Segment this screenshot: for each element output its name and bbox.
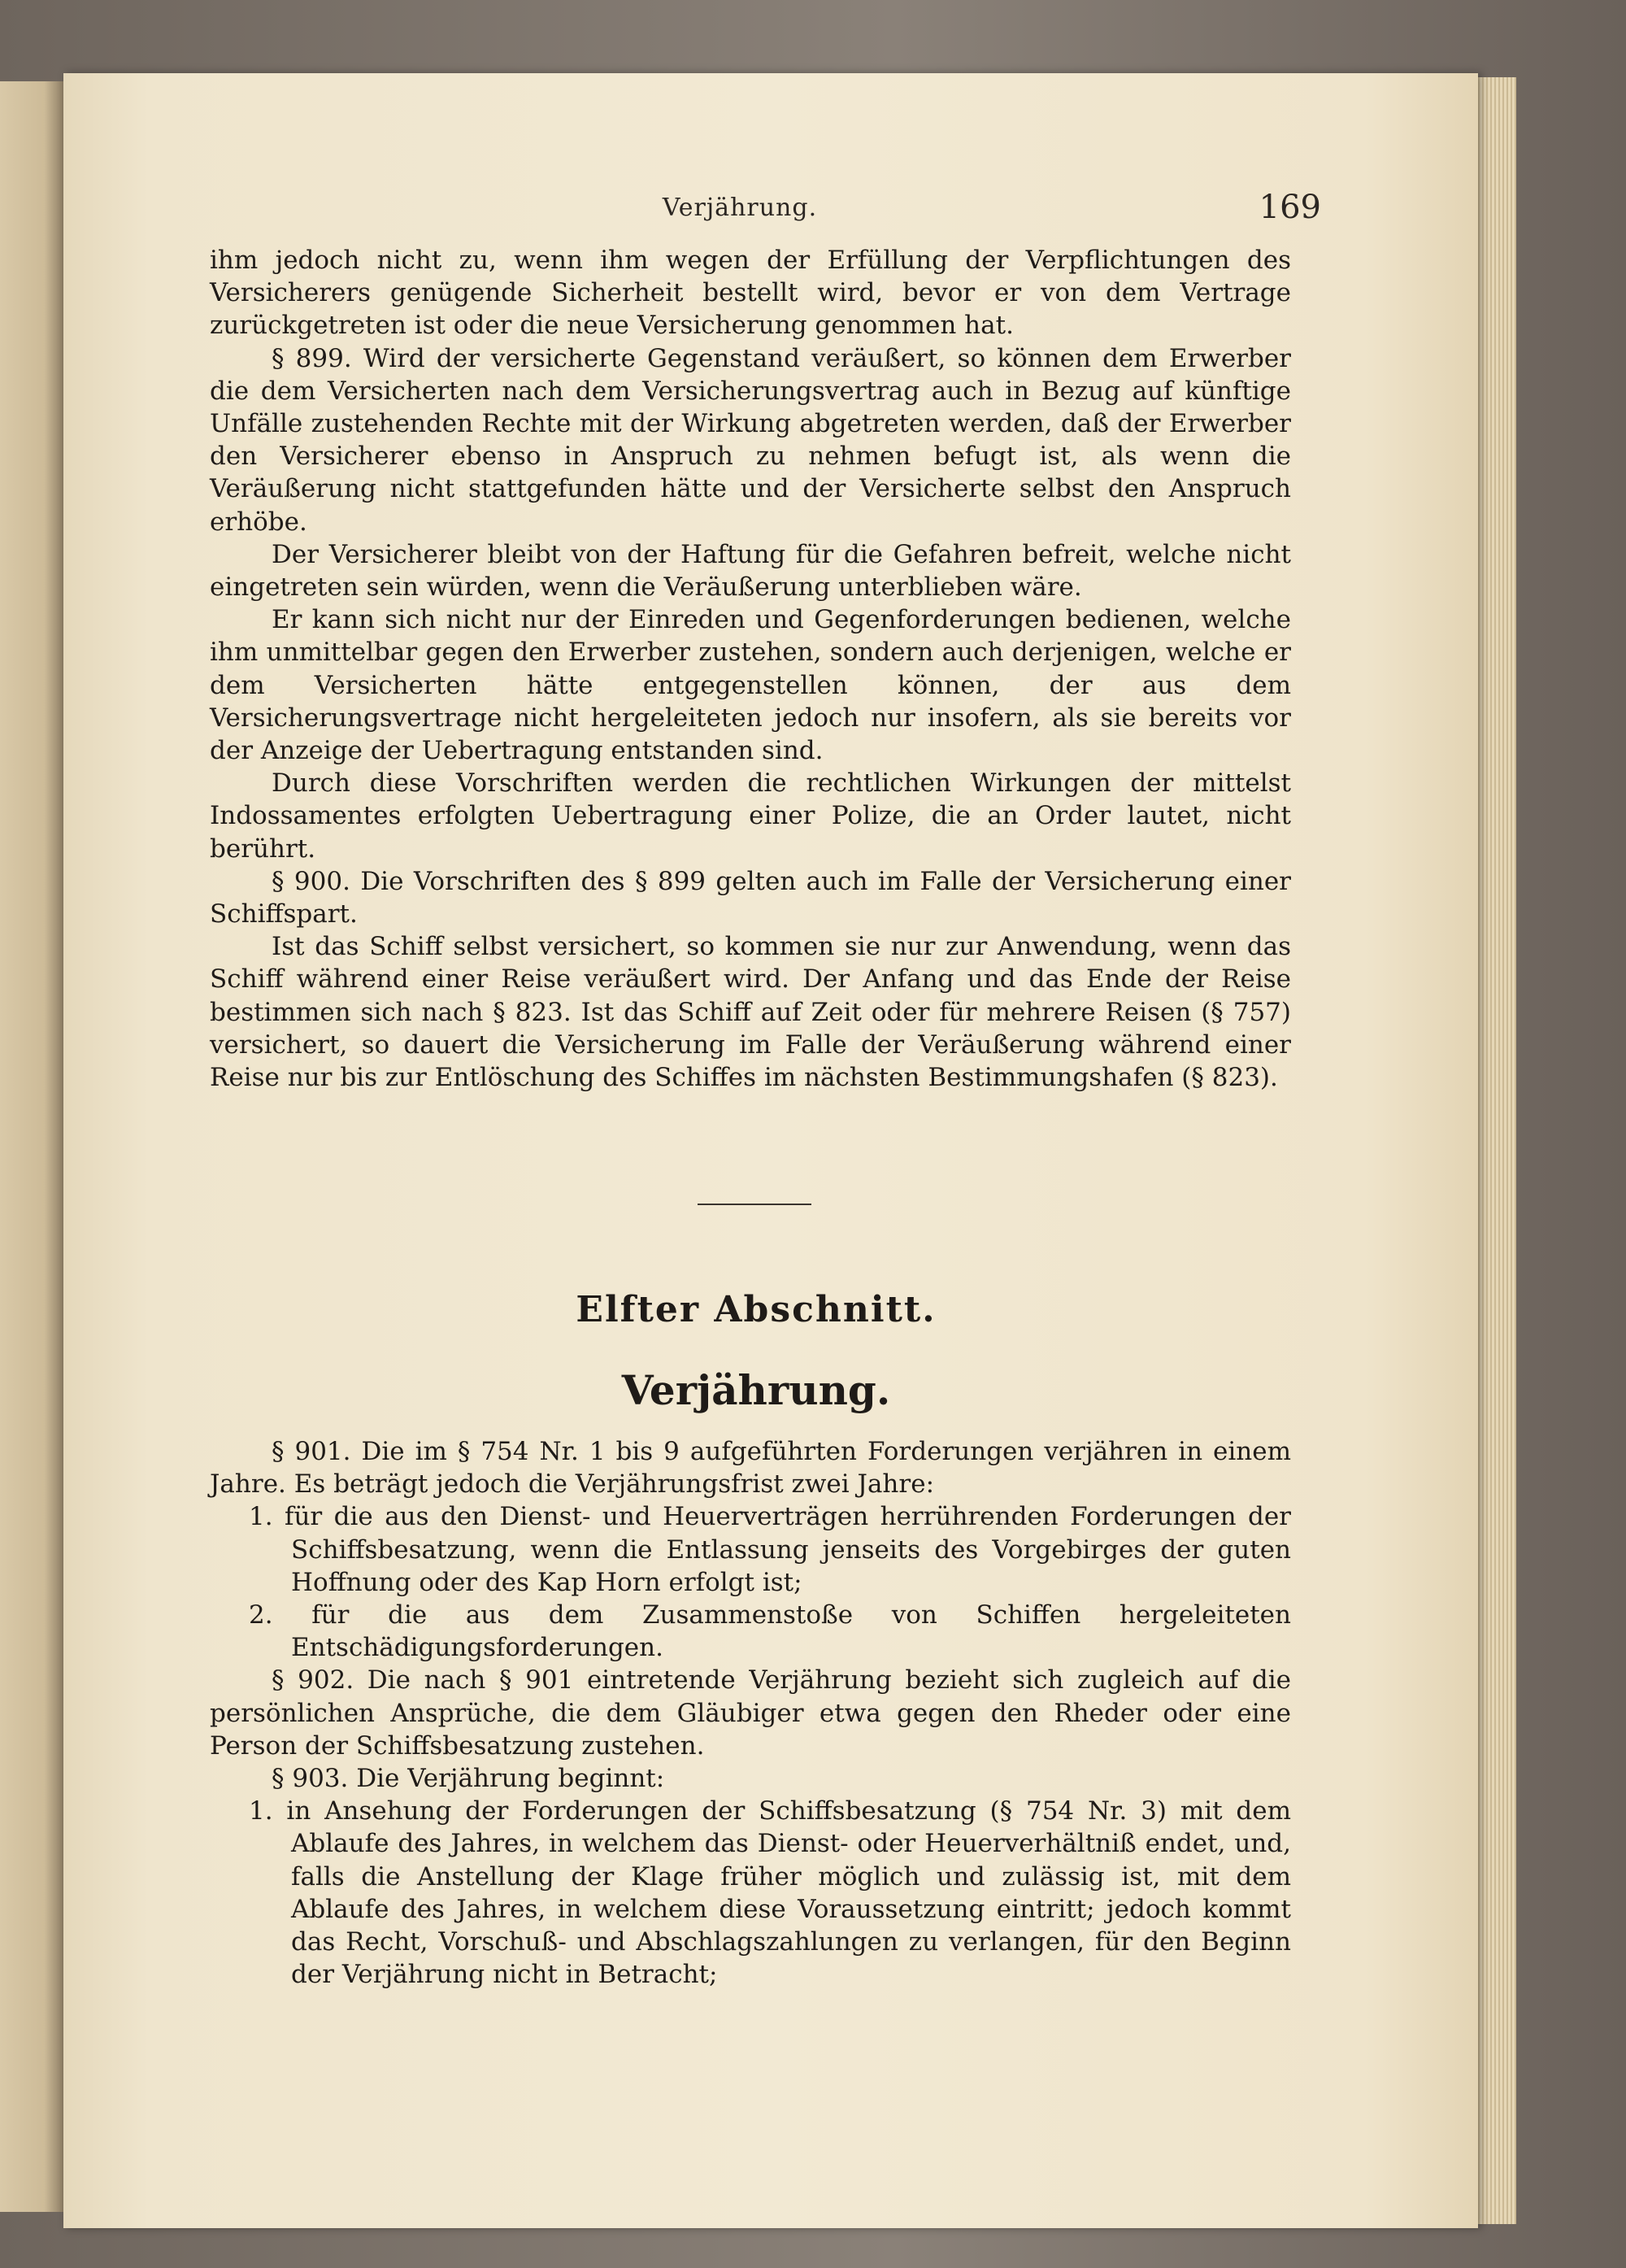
- paragraph: Er kann sich nicht nur der Einreden und Gegenforderungen bedienen, welche ihm unmittelbar gegen den Erwerber zustehen, sondern auch derjenigen, welche er dem Versicherten hätte entgegenstellen können, der aus dem Versicherungsvertrage nicht hergeleiteten jedoch nur insofern, als sie bereits vor der Anzeige der Uebertragung entstanden sind.: [210, 605, 1291, 766]
- chapter-title: Verjährung.: [621, 1366, 891, 1414]
- body-text-upper: [210, 244, 1291, 1094]
- paragraph-902: § 902. Die nach § 901 eintretende Verjährung bezieht sich zugleich auf die persönlichen Ansprüche, die dem Gläubiger etwa gegen den Rheder oder eine Person der Schiffsbesatzung zustehen.: [210, 1665, 1291, 1761]
- left-page-edge: [0, 81, 63, 2212]
- paragraph-899: § 899. Wird der versicherte Gegenstand veräußert, so können dem Erwerber die dem Versicherten nach dem Versicherungsvertrag auch in Bezug auf künftige Unfälle zustehenden Rechte mit der Wirkung abgetreten werden, daß der Erwerber den Versicherer ebenso in Anspruch zu nehmen befugt ist, als wenn die Veräußerung nicht stattgefunden hätte und der Versicherte selbst den Anspruch erhöbe.: [210, 343, 1291, 537]
- section-heading: Elfter Abschnitt.: [576, 1289, 937, 1330]
- paragraph: ihm jedoch nicht zu, wenn ihm wegen der Erfüllung der Verpflichtungen des Versicherers genügende Sicherheit bestellt wird, bevor er von dem Vertrage zurückgetreten ist oder die neue Versicherung genommen hat.: [210, 246, 1291, 341]
- list-item: 2. für die aus dem Zusammenstoße von Schiffen hergeleiteten Entschädigungsforderungen.: [249, 1600, 1291, 1663]
- paragraph: Ist das Schiff selbst versichert, so kommen sie nur zur Anwendung, wenn das Schiff während einer Reise veräußert wird. Der Anfang und das Ende der Reise bestimmen sich nach § 823. Ist das Schiff auf Zeit oder für mehrere Reisen (§ 757) versichert, so dauert die Versicherung im Falle der Veräußerung während einer Reise nur bis zur Entlöschung des Schiffes im nächsten Bestimmungshafen (§ 823).: [210, 932, 1291, 1093]
- paragraph: Der Versicherer bleibt von der Haftung für die Gefahren befreit, welche nicht eingetreten sein würden, wenn die Veräußerung unterblieben wäre.: [210, 539, 1291, 603]
- paragraph-901: § 901. Die im § 754 Nr. 1 bis 9 aufgeführten Forderungen verjähren in einem Jahre. Es beträgt jedoch die Verjährungsfrist zwei Jahre:: [210, 1437, 1291, 1500]
- page-number: 169: [1259, 189, 1321, 226]
- body-text-lower: [210, 1435, 1291, 1991]
- paragraph-900: § 900. Die Vorschriften des § 899 gelten auch im Falle der Versicherung einer Schiffspart.: [210, 866, 1291, 929]
- section-divider: [698, 1204, 811, 1205]
- paragraph-903: § 903. Die Verjährung beginnt:: [272, 1764, 665, 1794]
- paragraph: Durch diese Vorschriften werden die rechtlichen Wirkungen der mittelst Indossamentes erfolgten Uebertragung einer Polize, die an Order lautet, nicht berührt.: [210, 768, 1291, 864]
- running-title: Verjährung.: [662, 194, 818, 222]
- list-item: 1. in Ansehung der Forderungen der Schiffsbesatzung (§ 754 Nr. 3) mit dem Ablaufe des Jahres, in welchem das Dienst- oder Heuerverhältniß endet, und, falls die Anstellung der Klage früher möglich und zulässig ist, mit dem Ablaufe des Jahres, in welchem diese Voraussetzung eintritt; jedoch kommt das Recht, Vorschuß- und Abschlagszahlungen zu verlangen, für den Beginn der Verjährung nicht in Betracht;: [249, 1796, 1291, 1990]
- list-item: 1. für die aus den Dienst- und Heuerverträgen herrührenden Forderungen der Schiffsbesatzung, wenn die Entlassung jenseits des Vorgebirges der guten Hoffnung oder des Kap Horn erfolgt ist;: [249, 1502, 1291, 1597]
